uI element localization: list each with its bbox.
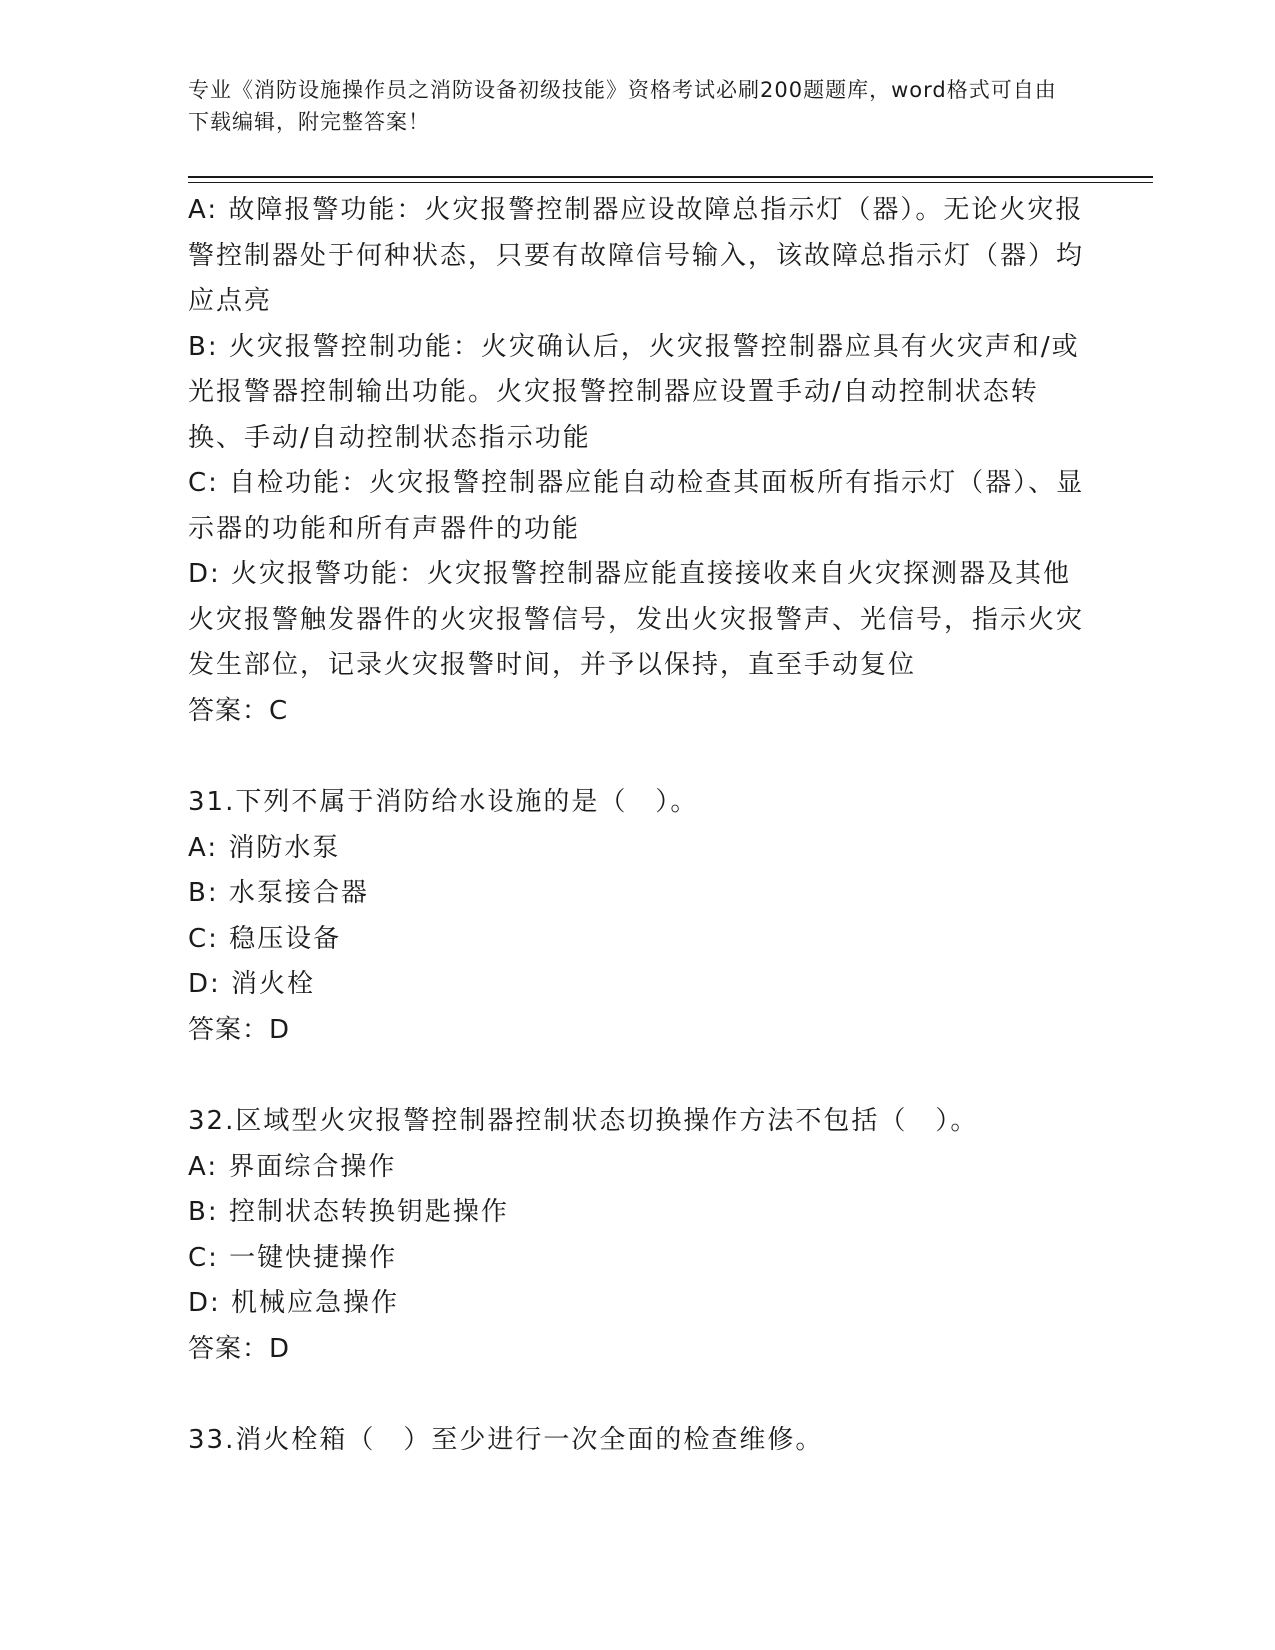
answer: 答案：D — [188, 1333, 291, 1364]
spacer — [188, 1053, 1088, 1099]
question-content — [188, 188, 1088, 1464]
option-b: B: 水泵接合器 — [188, 878, 369, 908]
header-rule-thin — [188, 182, 1153, 183]
option-c: C: 一键快捷操作 — [188, 1242, 398, 1273]
option-d: D: 机械应急操作 — [188, 1288, 400, 1318]
document-header: 专业《消防设施操作员之消防设备初级技能》资格考试必刷200题题库，word格式可自由下载编辑，附完整答案！ — [188, 78, 1057, 134]
question-text: 31.下列不属于消防给水设施的是（ ）。 — [188, 787, 699, 817]
question-text: 32.区域型火灾报警控制器控制状态切换操作方法不包括（ ）。 — [188, 1106, 979, 1136]
option-a: A: 界面综合操作 — [188, 1151, 397, 1182]
spacer — [188, 734, 1088, 780]
question-32-block — [188, 1099, 1088, 1372]
header-rule-thick — [188, 176, 1153, 178]
option-b: B: 控制状态转换钥匙操作 — [188, 1197, 509, 1227]
question-text: 33.消火栓箱（ ）至少进行一次全面的检查维修。 — [188, 1425, 824, 1455]
option-a: A: 故障报警功能：火灾报警控制器应设故障总指示灯（器）。无论火灾报警控制器处于何种状态，只要有故障信号输入，该故障总指示灯（器）均应点亮 — [188, 195, 1085, 316]
option-c: C: 稳压设备 — [188, 923, 342, 954]
option-d: D: 消火栓 — [188, 969, 316, 999]
option-d: D: 火灾报警功能：火灾报警控制器应能直接接收来自火灾探测器及其他火灾报警触发器件的火灾报警信号，发出火灾报警声、光信号，指示火灾发生部位，记录火灾报警时间，并予以保持，直至手动复位 — [188, 559, 1085, 680]
spacer — [188, 1372, 1088, 1418]
answer: 答案：D — [188, 1014, 291, 1045]
question-33-block — [188, 1418, 1088, 1464]
answer: 答案：C — [188, 695, 289, 726]
option-c: C: 自检功能：火灾报警控制器应能自动检查其面板所有指示灯（器）、显示器的功能和所有声器件的功能 — [188, 468, 1085, 544]
prev-question-block — [188, 188, 1088, 734]
option-a: A: 消防水泵 — [188, 832, 341, 863]
option-b: B: 火灾报警控制功能：火灾确认后，火灾报警控制器应具有火灾声和/或光报警器控制输出功能。火灾报警控制器应设置手动/自动控制状态转换、手动/自动控制状态指示功能 — [188, 331, 1080, 453]
question-31-block — [188, 780, 1088, 1053]
